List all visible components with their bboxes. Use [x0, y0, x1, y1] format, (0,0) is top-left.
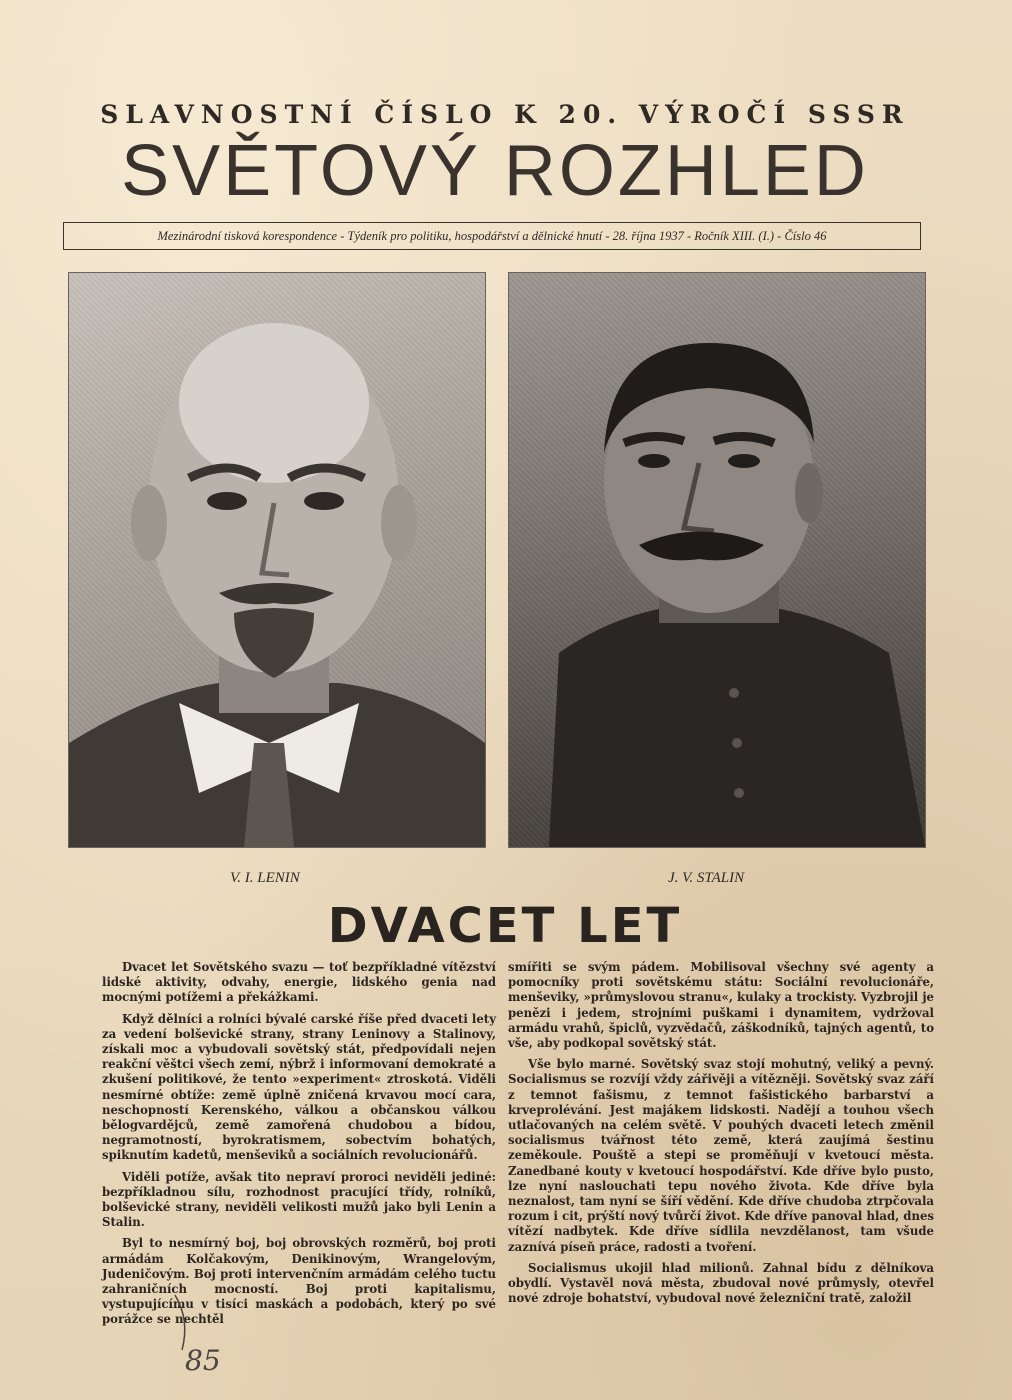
stalin-portrait-graphic [509, 273, 925, 847]
article-column-right [508, 960, 934, 1312]
pencil-mark-icon [170, 1290, 260, 1380]
article-paragraph: Když dělníci a rolníci bývalé carské říše před dvaceti lety za vedení bolševické strany, strany Leninovy a Stalinovy, získali moc a vybudovali sovětský stát, předpovídali nejen reakční věštci všech zemí, nýbrž i informovaní demokraté a zkušení politikové, že tento »experiment« ztroskotá. Viděli nesmírné obtíže: země úplně zničená krvavou mocí cara, neschopností Kerenského, válkou a občanskou válkou bělogvardějců, země zamořená chudobou a bídou, negramotností, byrokratismem, sobectvím bohatých, spiknutím kadetů, menševiků a sociálních revolucionářů. [102, 1011, 496, 1163]
lenin-portrait-graphic [69, 273, 485, 847]
article-paragraph: Viděli potíže, avšak tito nepraví proroci neviděli jediné: bezpříkladnou sílu, rozhodnost pracující třídy, rolníků, bolševické strany, neviděli velikosti mužů jako byli Lenin a Stalin. [102, 1169, 496, 1230]
article-paragraph: Byl to nesmírný boj, boj obrovských rozměrů, boj proti armádám Kolčakovým, Denikinovým, Wrangelovým, Judeničovým. Boj proti intervenčním armádám celého tuctu zahraničních mocností. Boj proti kapitalismu, vystupujícímu v tisíci maskách a podobách, který po své porážce se nechtěl [102, 1236, 496, 1327]
lenin-portrait [68, 272, 486, 848]
publication-subline: Mezinárodní tisková korespondence - Týdeník pro politiku, hospodářství a dělnické hnutí - 28. října 1937 - Ročník XIII. (I.) - Číslo 46 [63, 222, 921, 250]
lenin-caption: V. I. LENIN [230, 870, 300, 886]
masthead-title: SVĚTOVÝ ROZHLED [121, 131, 869, 211]
handwritten-number: 85 [185, 1344, 221, 1377]
stalin-portrait [508, 272, 926, 848]
article-paragraph: Dvacet let Sovětského svazu — toť bezpříkladné vítězství lidské aktivity, odvahy, energie, lidského genia nad mocnými potížemi a překážkami. [102, 960, 496, 1005]
article-paragraph: smířiti se svým pádem. Mobilisoval všechny své agenty a pomocníky proti sovětskému státu: Sociální revolucionáře, menševiky, »průmyslovou stranu«, kulaky a trockisty. Vyzbrojil je penězi i jedem, strojními puškami i dynamitem, vydržoval armádu vrahů, špiclů, vyzvědačů, záškodníků, tajných agentů, to vše, aby podkopal sovětský stát. [508, 960, 934, 1051]
article-paragraph: Vše bylo marné. Sovětský svaz stojí mohutný, veliký a pevný. Socialismus se rozvíjí vždy zářivěji a vítězněji. Sovětský svaz září z temnot fašismu, z temnot fašistického barbarství a krveprolévání. Jest majákem lidskosti. Nadějí a touhou všech utlačovaných na celém světě. V pouhých dvaceti letech změnil socialismus tvářnost této země, která zaujímá šestinu zeměkoule. Pouště a stepi se proměňují v kvetoucí města. Zanedbané kouty v kvetoucí hospodářství. Kde dříve bylo pusto, lze nyní naslouchati tepu nového života. Kde dříve byla neznalost, tam nyní se šíří vědění. Kde dříve chudoba ztrpčovala rozum i cit, prýští nový tvůrčí život. Kde dříve panoval hlad, dnes vítězí nadbytek. Kde dříve sídlila nevzdělanost, tam všude zaznívá píseň práce, radosti a tvoření. [508, 1057, 934, 1254]
article-headline: DVACET LET [327, 898, 683, 954]
article-paragraph: Socialismus ukojil hlad milionů. Zahnal bídu z dělníkova obydlí. Vystavěl nová města, zbudoval nové průmysly, otevřel nové zdroje bohatství, vybudoval nové železniční tratě, založil [508, 1260, 934, 1306]
anniversary-supertitle: SLAVNOSTNÍ ČÍSLO K 20. VÝROČÍ SSSR [100, 100, 910, 129]
stalin-caption: J. V. STALIN [668, 870, 745, 886]
article-column-left [102, 960, 496, 1334]
handwritten-annotation [170, 1290, 260, 1380]
